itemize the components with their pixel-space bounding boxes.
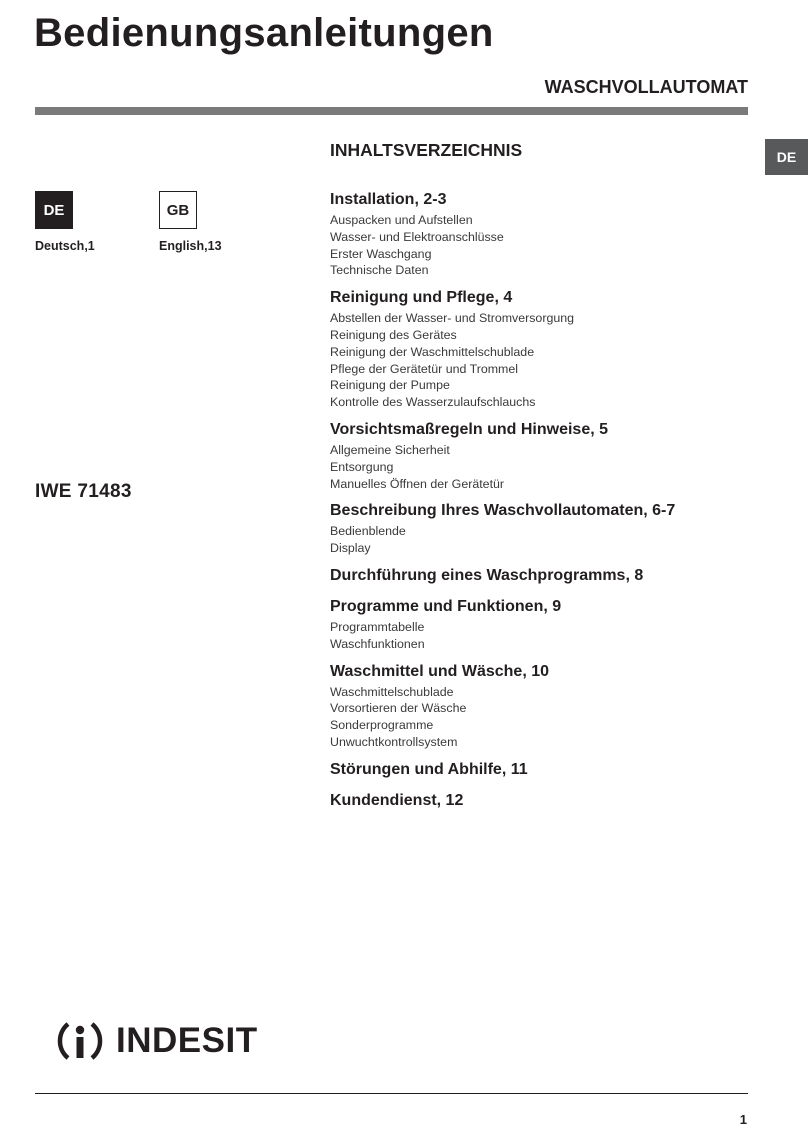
toc-section xyxy=(330,286,750,411)
language-side-tab: DE xyxy=(765,139,808,175)
toc-section xyxy=(330,564,750,588)
footer-rule xyxy=(35,1093,748,1094)
indesit-logo-icon xyxy=(52,1015,108,1067)
model-number: IWE 71483 xyxy=(35,481,132,502)
language-label-gb[interactable]: English,13 xyxy=(159,239,222,253)
toc-subitem[interactable]: Reinigung der Pumpe xyxy=(330,378,450,393)
toc-subitem[interactable]: Reinigung des Gerätes xyxy=(330,327,457,342)
toc-section xyxy=(330,789,750,813)
brand-name: INDESIT xyxy=(116,1021,258,1060)
toc-subitem[interactable]: Erster Waschgang xyxy=(330,246,432,261)
toc-section-title[interactable]: Programme und Funktionen, 9 xyxy=(330,597,562,615)
toc-section xyxy=(330,499,750,557)
toc-subitem[interactable]: Technische Daten xyxy=(330,263,429,278)
product-type: WASCHVOLLAUTOMAT xyxy=(544,77,748,97)
toc-heading: INHALTSVERZEICHNIS xyxy=(330,140,523,160)
toc-subitem[interactable]: Waschfunktionen xyxy=(330,636,425,651)
toc-section xyxy=(330,595,750,653)
toc-section-title[interactable]: Störungen und Abhilfe, 11 xyxy=(330,760,528,778)
toc-subitem[interactable]: Entsorgung xyxy=(330,459,394,474)
toc-section-title[interactable]: Reinigung und Pflege, 4 xyxy=(330,289,513,307)
toc-subitem[interactable]: Auspacken und Aufstellen xyxy=(330,213,473,227)
toc-section-title[interactable]: Beschreibung Ihres Waschvollautomaten, 6-7 xyxy=(330,502,676,520)
toc-subitem[interactable]: Pflege der Gerätetür und Trommel xyxy=(330,361,519,376)
toc-section-title[interactable]: Durchführung eines Waschprogramms, 8 xyxy=(330,566,644,584)
toc-subitem[interactable]: Sonderprogramme xyxy=(330,718,434,733)
toc-subitem[interactable]: Vorsortieren der Wäsche xyxy=(330,701,467,716)
toc-subitem[interactable]: Programmtabelle xyxy=(330,619,425,634)
page-number: 1 xyxy=(739,1112,747,1127)
language-badge-de[interactable]: DE xyxy=(35,191,73,229)
document-title: Bedienungsanleitungen xyxy=(34,11,494,55)
toc-subitem[interactable]: Reinigung der Waschmittelschublade xyxy=(330,344,535,359)
toc-subitem[interactable]: Unwuchtkontrollsystem xyxy=(330,734,458,749)
brand-logo xyxy=(52,1015,258,1067)
toc-section-title[interactable]: Vorsichtsmaßregeln und Hinweise, 5 xyxy=(330,420,608,438)
toc-subitem[interactable]: Abstellen der Wasser- und Stromversorgung xyxy=(330,311,575,326)
language-badge-gb[interactable]: GB xyxy=(159,191,197,229)
toc-section xyxy=(330,418,750,492)
toc-subitem[interactable]: Manuelles Öffnen der Gerätetür xyxy=(330,476,505,491)
toc-section xyxy=(330,188,750,279)
language-label-de[interactable]: Deutsch,1 xyxy=(35,239,95,253)
toc-subitem[interactable]: Waschmittelschublade xyxy=(330,684,454,699)
toc-subitem[interactable]: Bedienblende xyxy=(330,524,406,539)
toc-subitem[interactable]: Wasser- und Elektroanschlüsse xyxy=(330,229,504,244)
toc-section xyxy=(330,660,750,751)
toc-subitem[interactable]: Allgemeine Sicherheit xyxy=(330,442,450,457)
toc-subitem[interactable]: Display xyxy=(330,541,371,556)
toc-section-title[interactable]: Installation, 2-3 xyxy=(330,191,447,208)
toc-section-title[interactable]: Kundendienst, 12 xyxy=(330,791,464,809)
header-rule xyxy=(35,107,748,115)
toc-subitem[interactable]: Kontrolle des Wasserzulaufschlauchs xyxy=(330,395,536,410)
table-of-contents xyxy=(330,188,750,820)
toc-section-title[interactable]: Waschmittel und Wäsche, 10 xyxy=(330,662,550,680)
toc-section xyxy=(330,758,750,782)
